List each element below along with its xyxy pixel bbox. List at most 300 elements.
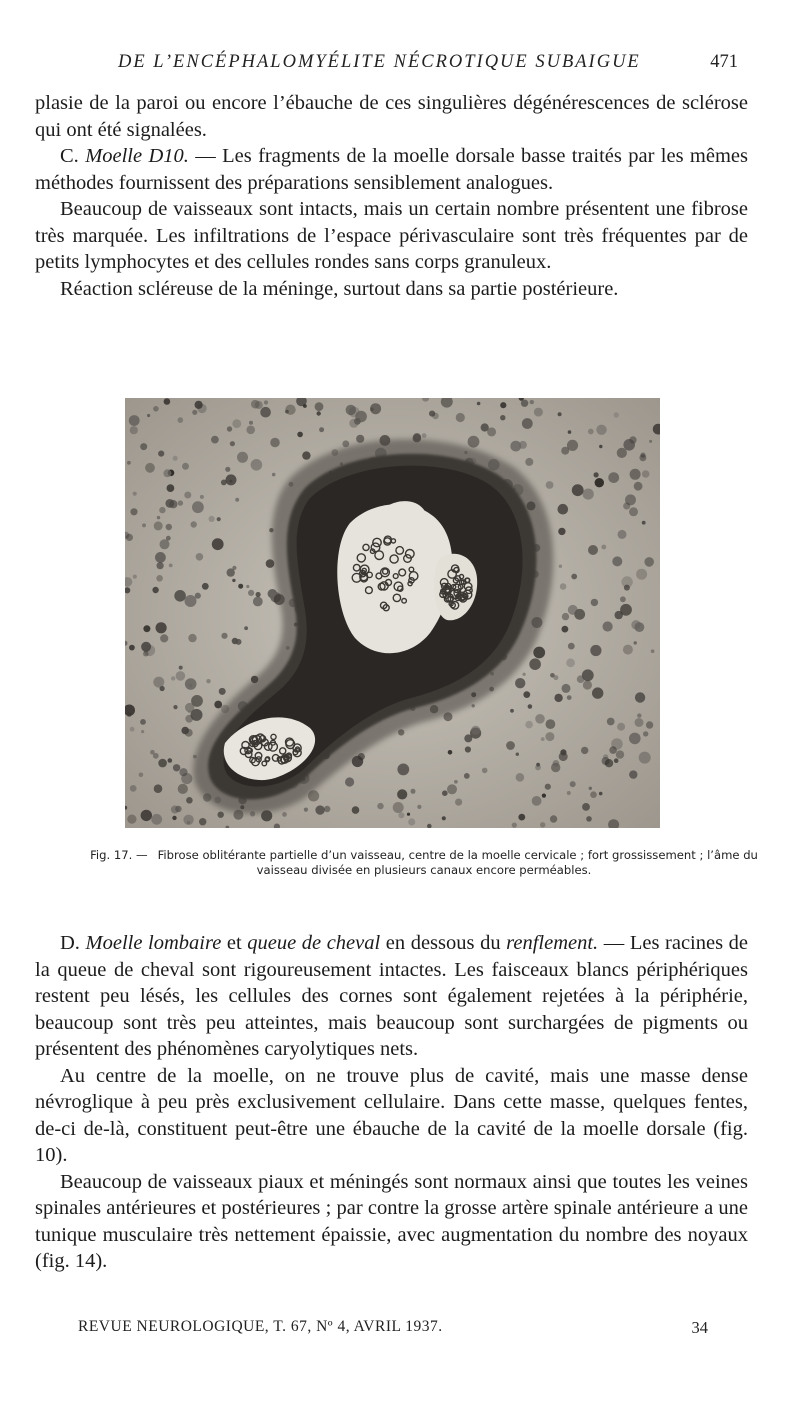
cell-nucleus — [183, 815, 193, 825]
cell-nucleus — [577, 675, 585, 683]
cell-nucleus — [202, 583, 209, 590]
signature-number: 34 — [691, 1318, 708, 1337]
cell-nucleus — [260, 407, 271, 418]
cell-nucleus — [599, 445, 602, 448]
cell-nucleus — [646, 721, 653, 728]
cell-nucleus — [541, 737, 545, 741]
cell-nucleus — [349, 419, 358, 428]
cell-nucleus — [158, 451, 164, 457]
cell-nucleus — [181, 773, 192, 784]
cell-nucleus — [540, 822, 545, 827]
cell-nucleus — [635, 692, 645, 702]
cell-nucleus — [642, 521, 646, 525]
cell-nucleus — [629, 733, 641, 745]
cell-nucleus — [139, 773, 144, 778]
cell-nucleus — [594, 472, 599, 477]
cell-nucleus — [582, 803, 590, 811]
section-d-title-c: renflement. — [506, 932, 599, 954]
cell-nucleus — [157, 562, 164, 569]
cell-nucleus — [570, 781, 576, 787]
cell-nucleus — [178, 784, 188, 794]
cell-nucleus — [620, 596, 626, 602]
cell-nucleus — [237, 452, 248, 463]
cell-nucleus — [558, 412, 562, 416]
cell-nucleus — [181, 727, 189, 735]
cell-nucleus — [562, 613, 569, 620]
cell-nucleus — [191, 709, 203, 721]
cell-nucleus — [315, 805, 324, 814]
cell-nucleus — [629, 507, 638, 516]
cell-nucleus — [506, 741, 515, 750]
cell-nucleus — [169, 564, 173, 568]
cell-nucleus — [352, 806, 360, 814]
cell-nucleus — [272, 473, 276, 477]
cell-nucleus — [639, 752, 651, 764]
cell-nucleus — [630, 469, 641, 480]
cell-nucleus — [217, 517, 221, 521]
cell-nucleus — [616, 750, 624, 758]
cell-nucleus — [249, 421, 253, 425]
cell-nucleus — [212, 538, 224, 550]
cell-nucleus — [226, 474, 237, 485]
cell-nucleus — [221, 480, 227, 486]
cell-nucleus — [251, 400, 260, 409]
cell-nucleus — [171, 676, 175, 680]
cell-nucleus — [568, 430, 572, 434]
paragraph-vessels: Beaucoup de vaisseaux sont intacts, mais un certain nombre présentent une fibrose très marquée. Les infiltrations de l’espace périvasculaire sont très fréquentes par de petits lymphocytes et des cellules rondes sans corps granuleux. — [35, 198, 748, 273]
cell-nucleus — [482, 768, 488, 774]
cell-nucleus — [324, 806, 330, 812]
paragraph-pial-vessels: Beaucoup de vaisseaux piaux et méningés sont normaux ainsi que toutes les veines spinales antérieures et postérieures ; par contre la grosse artère spinale antérieure a une tunique musculaire très nettement épaissie, avec augmentation du nombre des noyaux (fig. 14). — [35, 1170, 748, 1272]
cell-nucleus — [559, 565, 562, 568]
cell-nucleus — [157, 516, 160, 519]
cell-nucleus — [468, 436, 480, 448]
paragraph-section-c — [35, 143, 748, 196]
cell-nucleus — [589, 787, 592, 790]
figure-caption — [90, 848, 758, 878]
cell-nucleus — [510, 709, 514, 713]
cell-nucleus — [605, 759, 613, 767]
cell-nucleus — [346, 405, 356, 415]
cell-nucleus — [588, 545, 598, 555]
cell-nucleus — [155, 552, 166, 563]
cell-nucleus — [603, 621, 613, 631]
cell-nucleus — [141, 730, 144, 733]
cell-nucleus — [545, 732, 554, 741]
cell-nucleus — [465, 746, 471, 752]
cell-nucleus — [617, 723, 625, 731]
running-title: DE L’ENCÉPHALOMYÉLITE NÉCROTIQUE SUBAIGUE — [118, 52, 641, 72]
cell-nucleus — [612, 556, 622, 566]
cell-nucleus — [521, 400, 528, 407]
cell-nucleus — [603, 754, 608, 759]
cell-nucleus — [534, 408, 543, 417]
cell-nucleus — [408, 818, 415, 825]
cell-nucleus — [588, 429, 594, 435]
figure-caption-text: Fibrose oblitérante partielle d’un vaisseau, centre de la moelle cervicale ; fort grossissement ; l’âme du vaisseau divisée en plusieurs canaux encore perméables. — [157, 848, 758, 877]
cell-nucleus — [599, 792, 603, 796]
cell-nucleus — [141, 642, 151, 652]
cell-nucleus — [464, 773, 470, 779]
cell-nucleus — [448, 750, 453, 755]
cell-nucleus — [471, 726, 480, 735]
cell-nucleus — [562, 684, 571, 693]
cell-nucleus — [133, 575, 137, 579]
cell-nucleus — [191, 521, 197, 527]
cell-nucleus — [182, 463, 189, 470]
cell-nucleus — [145, 463, 155, 473]
section-d-title-b: queue de cheval — [247, 932, 381, 954]
cell-nucleus — [264, 400, 268, 404]
cell-nucleus — [370, 403, 381, 414]
cell-nucleus — [270, 438, 280, 448]
cell-nucleus — [154, 521, 163, 530]
cell-nucleus — [356, 435, 364, 443]
paragraph-section-d — [35, 930, 748, 1063]
cell-nucleus — [550, 815, 557, 822]
cell-nucleus — [130, 727, 135, 732]
cell-nucleus — [221, 633, 227, 639]
cell-nucleus — [156, 622, 167, 633]
cell-nucleus — [246, 426, 255, 435]
page-footer — [0, 1318, 800, 1342]
cell-nucleus — [192, 410, 197, 415]
cell-nucleus — [153, 677, 164, 688]
cell-nucleus — [285, 410, 289, 414]
cell-nucleus — [636, 569, 647, 580]
cell-nucleus — [411, 789, 416, 794]
cell-nucleus — [147, 414, 150, 417]
cell-nucleus — [158, 759, 167, 768]
cell-nucleus — [532, 796, 542, 806]
cell-nucleus — [302, 451, 310, 459]
cell-nucleus — [515, 678, 525, 688]
cell-nucleus — [319, 427, 324, 432]
cell-nucleus — [166, 524, 172, 530]
cell-nucleus — [219, 688, 226, 695]
cell-nucleus — [185, 595, 197, 607]
cell-nucleus — [518, 814, 525, 821]
cell-nucleus — [512, 823, 517, 828]
cell-nucleus — [590, 645, 601, 656]
cell-nucleus — [130, 785, 137, 792]
cell-nucleus — [315, 402, 324, 411]
cell-nucleus — [477, 402, 481, 406]
cell-nucleus — [152, 587, 158, 593]
cell-nucleus — [129, 645, 135, 651]
cell-nucleus — [179, 666, 183, 670]
cell-nucleus — [562, 626, 569, 633]
cell-nucleus — [649, 440, 652, 443]
cell-nucleus — [130, 508, 137, 515]
cell-nucleus — [166, 536, 171, 541]
cell-nucleus — [235, 498, 239, 502]
cell-nucleus — [236, 639, 242, 645]
cell-nucleus — [472, 704, 475, 707]
cell-nucleus — [377, 803, 383, 809]
cell-nucleus — [624, 585, 630, 591]
cell-nucleus — [625, 494, 636, 505]
cell-nucleus — [393, 802, 404, 813]
cell-nucleus — [432, 413, 439, 420]
cell-nucleus — [129, 415, 140, 426]
cell-nucleus — [530, 400, 534, 404]
cell-nucleus — [596, 425, 606, 435]
cell-nucleus — [608, 472, 619, 483]
cell-nucleus — [153, 406, 159, 412]
cell-nucleus — [558, 504, 569, 515]
micrograph-image — [125, 398, 660, 828]
cell-nucleus — [523, 691, 530, 698]
cell-nucleus — [558, 528, 565, 535]
cell-nucleus — [175, 806, 181, 812]
cell-nucleus — [174, 590, 186, 602]
cell-nucleus — [546, 719, 556, 729]
cell-nucleus — [225, 467, 230, 472]
cell-nucleus — [230, 441, 235, 446]
cell-nucleus — [196, 553, 204, 561]
cell-nucleus — [232, 419, 241, 428]
cell-nucleus — [133, 492, 137, 496]
cell-nucleus — [510, 441, 521, 452]
cell-nucleus — [164, 398, 171, 405]
cell-nucleus — [586, 816, 592, 822]
cell-nucleus — [545, 784, 551, 790]
cell-nucleus — [248, 590, 254, 596]
section-c-body: — Les fragments de la moelle dorsale basse traités par les mêmes méthodes fournissent des préparations sensiblement analogues. — [35, 145, 749, 194]
cell-nucleus — [407, 813, 410, 816]
cell-nucleus — [567, 695, 572, 700]
cell-nucleus — [525, 721, 533, 729]
cell-nucleus — [165, 499, 174, 508]
cell-nucleus — [304, 808, 308, 812]
cell-nucleus — [397, 764, 409, 776]
cell-nucleus — [238, 584, 243, 589]
cell-nucleus — [618, 530, 627, 539]
cell-nucleus — [583, 489, 594, 500]
cell-nucleus — [282, 812, 287, 817]
cell-nucleus — [140, 719, 146, 725]
cell-nucleus — [178, 500, 183, 505]
cell-nucleus — [635, 718, 644, 727]
cell-nucleus — [227, 568, 235, 576]
cell-nucleus — [607, 718, 615, 726]
cell-nucleus — [516, 773, 525, 782]
cell-nucleus — [553, 675, 558, 680]
cell-nucleus — [143, 625, 150, 632]
cell-nucleus — [567, 440, 578, 451]
cell-nucleus — [529, 658, 541, 670]
page-number: 471 — [710, 52, 738, 72]
cell-nucleus — [644, 557, 654, 567]
cell-nucleus — [192, 501, 204, 513]
cell-nucleus — [516, 753, 519, 756]
cell-nucleus — [592, 687, 603, 698]
cell-nucleus — [345, 777, 354, 786]
cell-nucleus — [141, 810, 152, 821]
cell-nucleus — [609, 746, 617, 754]
cell-nucleus — [571, 574, 577, 580]
cell-nucleus — [160, 539, 170, 549]
cell-nucleus — [186, 797, 193, 804]
cell-nucleus — [342, 440, 349, 447]
cell-nucleus — [546, 481, 554, 489]
bottom-text-block — [35, 930, 748, 1275]
cell-nucleus — [251, 459, 263, 471]
cell-nucleus — [601, 545, 606, 550]
cell-nucleus — [159, 507, 165, 513]
cell-nucleus — [151, 814, 162, 825]
cell-nucleus — [464, 734, 472, 742]
cell-nucleus — [173, 456, 178, 461]
cell-nucleus — [528, 704, 533, 709]
cell-nucleus — [567, 791, 571, 795]
cell-nucleus — [227, 426, 232, 431]
section-d-label: D. — [60, 932, 80, 954]
cell-nucleus — [629, 436, 636, 443]
cell-nucleus — [568, 643, 575, 650]
cell-nucleus — [195, 593, 201, 599]
cell-nucleus — [246, 585, 249, 588]
cell-nucleus — [143, 651, 149, 657]
cell-nucleus — [244, 626, 248, 630]
cell-nucleus — [214, 701, 222, 709]
cell-nucleus — [253, 597, 263, 607]
cell-nucleus — [634, 482, 643, 491]
cell-nucleus — [184, 492, 191, 499]
cell-nucleus — [617, 448, 627, 458]
cell-nucleus — [266, 559, 275, 568]
cell-nucleus — [642, 470, 650, 478]
section-d-mid: en dessous du — [380, 932, 507, 954]
section-c-title: Moelle D10. — [85, 145, 189, 167]
cell-nucleus — [500, 415, 505, 420]
cell-nucleus — [173, 764, 180, 771]
cell-nucleus — [200, 495, 204, 499]
cell-nucleus — [454, 780, 458, 784]
cell-nucleus — [614, 758, 619, 763]
cell-nucleus — [487, 427, 496, 436]
cell-nucleus — [130, 426, 138, 434]
cell-nucleus — [209, 516, 215, 522]
top-text-block — [35, 90, 748, 302]
cell-nucleus — [634, 641, 637, 644]
cell-nucleus — [447, 784, 457, 794]
cell-nucleus — [206, 679, 210, 683]
paragraph-meninges: Réaction scléreuse de la méninge, surtout dans sa partie postérieure. — [60, 277, 619, 300]
cell-nucleus — [581, 747, 588, 754]
cell-nucleus — [163, 469, 171, 477]
cell-nucleus — [623, 645, 633, 655]
cell-nucleus — [189, 684, 193, 688]
cell-nucleus — [566, 658, 575, 667]
journal-reference: REVUE NEUROLOGIQUE, T. 67, Nº 4, AVRIL 1937. — [78, 1318, 443, 1335]
cell-nucleus — [590, 791, 597, 798]
cell-nucleus — [533, 647, 545, 659]
cell-nucleus — [142, 523, 146, 527]
cell-nucleus — [559, 752, 568, 761]
cell-nucleus — [127, 815, 136, 824]
cell-nucleus — [455, 799, 462, 806]
section-d-body: — Les racines de la queue de cheval sont rigoureusement intactes. Les faisceaux blancs périphériques restent peu lésés, les cellules des cornes sont également rejetées à la périphérie, beaucoup sont très peu atteintes, mais beaucoup sont surchargées de pigments ou présentent des phénomènes caryolytiques nets. — [35, 932, 748, 1060]
cell-nucleus — [422, 433, 427, 438]
cell-nucleus — [595, 478, 604, 487]
cell-nucleus — [614, 412, 619, 417]
cell-nucleus — [199, 818, 206, 825]
cell-nucleus — [643, 731, 648, 736]
cell-nucleus — [568, 605, 578, 615]
cell-nucleus — [176, 671, 186, 681]
cell-nucleus — [535, 765, 541, 771]
cell-nucleus — [153, 753, 159, 759]
paragraph-center-cord: Au centre de la moelle, on ne trouve plus de cavité, mais une masse dense névroglique à peu près exclusivement cellulaire. Dans cette masse, quelques fentes, de-ci de-là, constituent peut-être une ébauche de la cavité de la moelle dorsale (fig. 10). — [35, 1064, 748, 1166]
cell-nucleus — [583, 680, 592, 689]
cell-nucleus — [140, 443, 147, 450]
cell-nucleus — [651, 649, 655, 653]
cell-nucleus — [156, 575, 163, 582]
cell-nucleus — [271, 596, 274, 599]
cell-nucleus — [297, 432, 303, 438]
cell-nucleus — [178, 417, 184, 423]
figure-caption-label: Fig. 17. — — [90, 848, 148, 862]
cell-nucleus — [560, 583, 567, 590]
cell-nucleus — [154, 784, 163, 793]
cell-nucleus — [442, 790, 448, 796]
running-head — [0, 52, 800, 80]
cell-nucleus — [173, 705, 177, 709]
cell-nucleus — [522, 673, 525, 676]
figure-17-micrograph — [125, 398, 660, 828]
cell-nucleus — [211, 436, 219, 444]
cell-nucleus — [591, 599, 598, 606]
section-d-connector: et — [221, 932, 248, 954]
cell-nucleus — [635, 622, 645, 632]
cell-nucleus — [525, 458, 533, 466]
cell-nucleus — [542, 794, 546, 798]
section-c-label: C. — [60, 145, 79, 167]
paragraph-continuation: plasie de la paroi ou encore l’ébauche de ces singulières dégénérescences de sclérose qui ont été signalées. — [35, 92, 748, 141]
cell-nucleus — [442, 816, 446, 820]
cell-nucleus — [256, 592, 261, 597]
cell-nucleus — [620, 604, 632, 616]
cell-nucleus — [167, 484, 175, 492]
cell-nucleus — [168, 758, 173, 763]
cell-nucleus — [639, 454, 646, 461]
cell-nucleus — [398, 812, 404, 818]
cell-nucleus — [456, 413, 465, 422]
cell-nucleus — [160, 634, 168, 642]
cell-nucleus — [317, 411, 321, 415]
cell-nucleus — [535, 714, 545, 724]
cell-nucleus — [232, 579, 235, 582]
cell-nucleus — [195, 401, 203, 409]
cell-nucleus — [172, 816, 176, 820]
cell-nucleus — [218, 812, 224, 818]
cell-nucleus — [629, 770, 637, 778]
cell-nucleus — [554, 694, 562, 702]
cell-nucleus — [188, 634, 196, 642]
cell-nucleus — [522, 418, 533, 429]
cell-nucleus — [500, 402, 506, 408]
section-d-title-a: Moelle lombaire — [85, 932, 222, 954]
cell-nucleus — [126, 534, 133, 541]
cell-nucleus — [397, 789, 407, 799]
cell-nucleus — [188, 710, 191, 713]
cell-nucleus — [572, 484, 584, 496]
cell-nucleus — [127, 461, 131, 465]
cell-nucleus — [637, 713, 641, 717]
cell-nucleus — [303, 404, 307, 408]
